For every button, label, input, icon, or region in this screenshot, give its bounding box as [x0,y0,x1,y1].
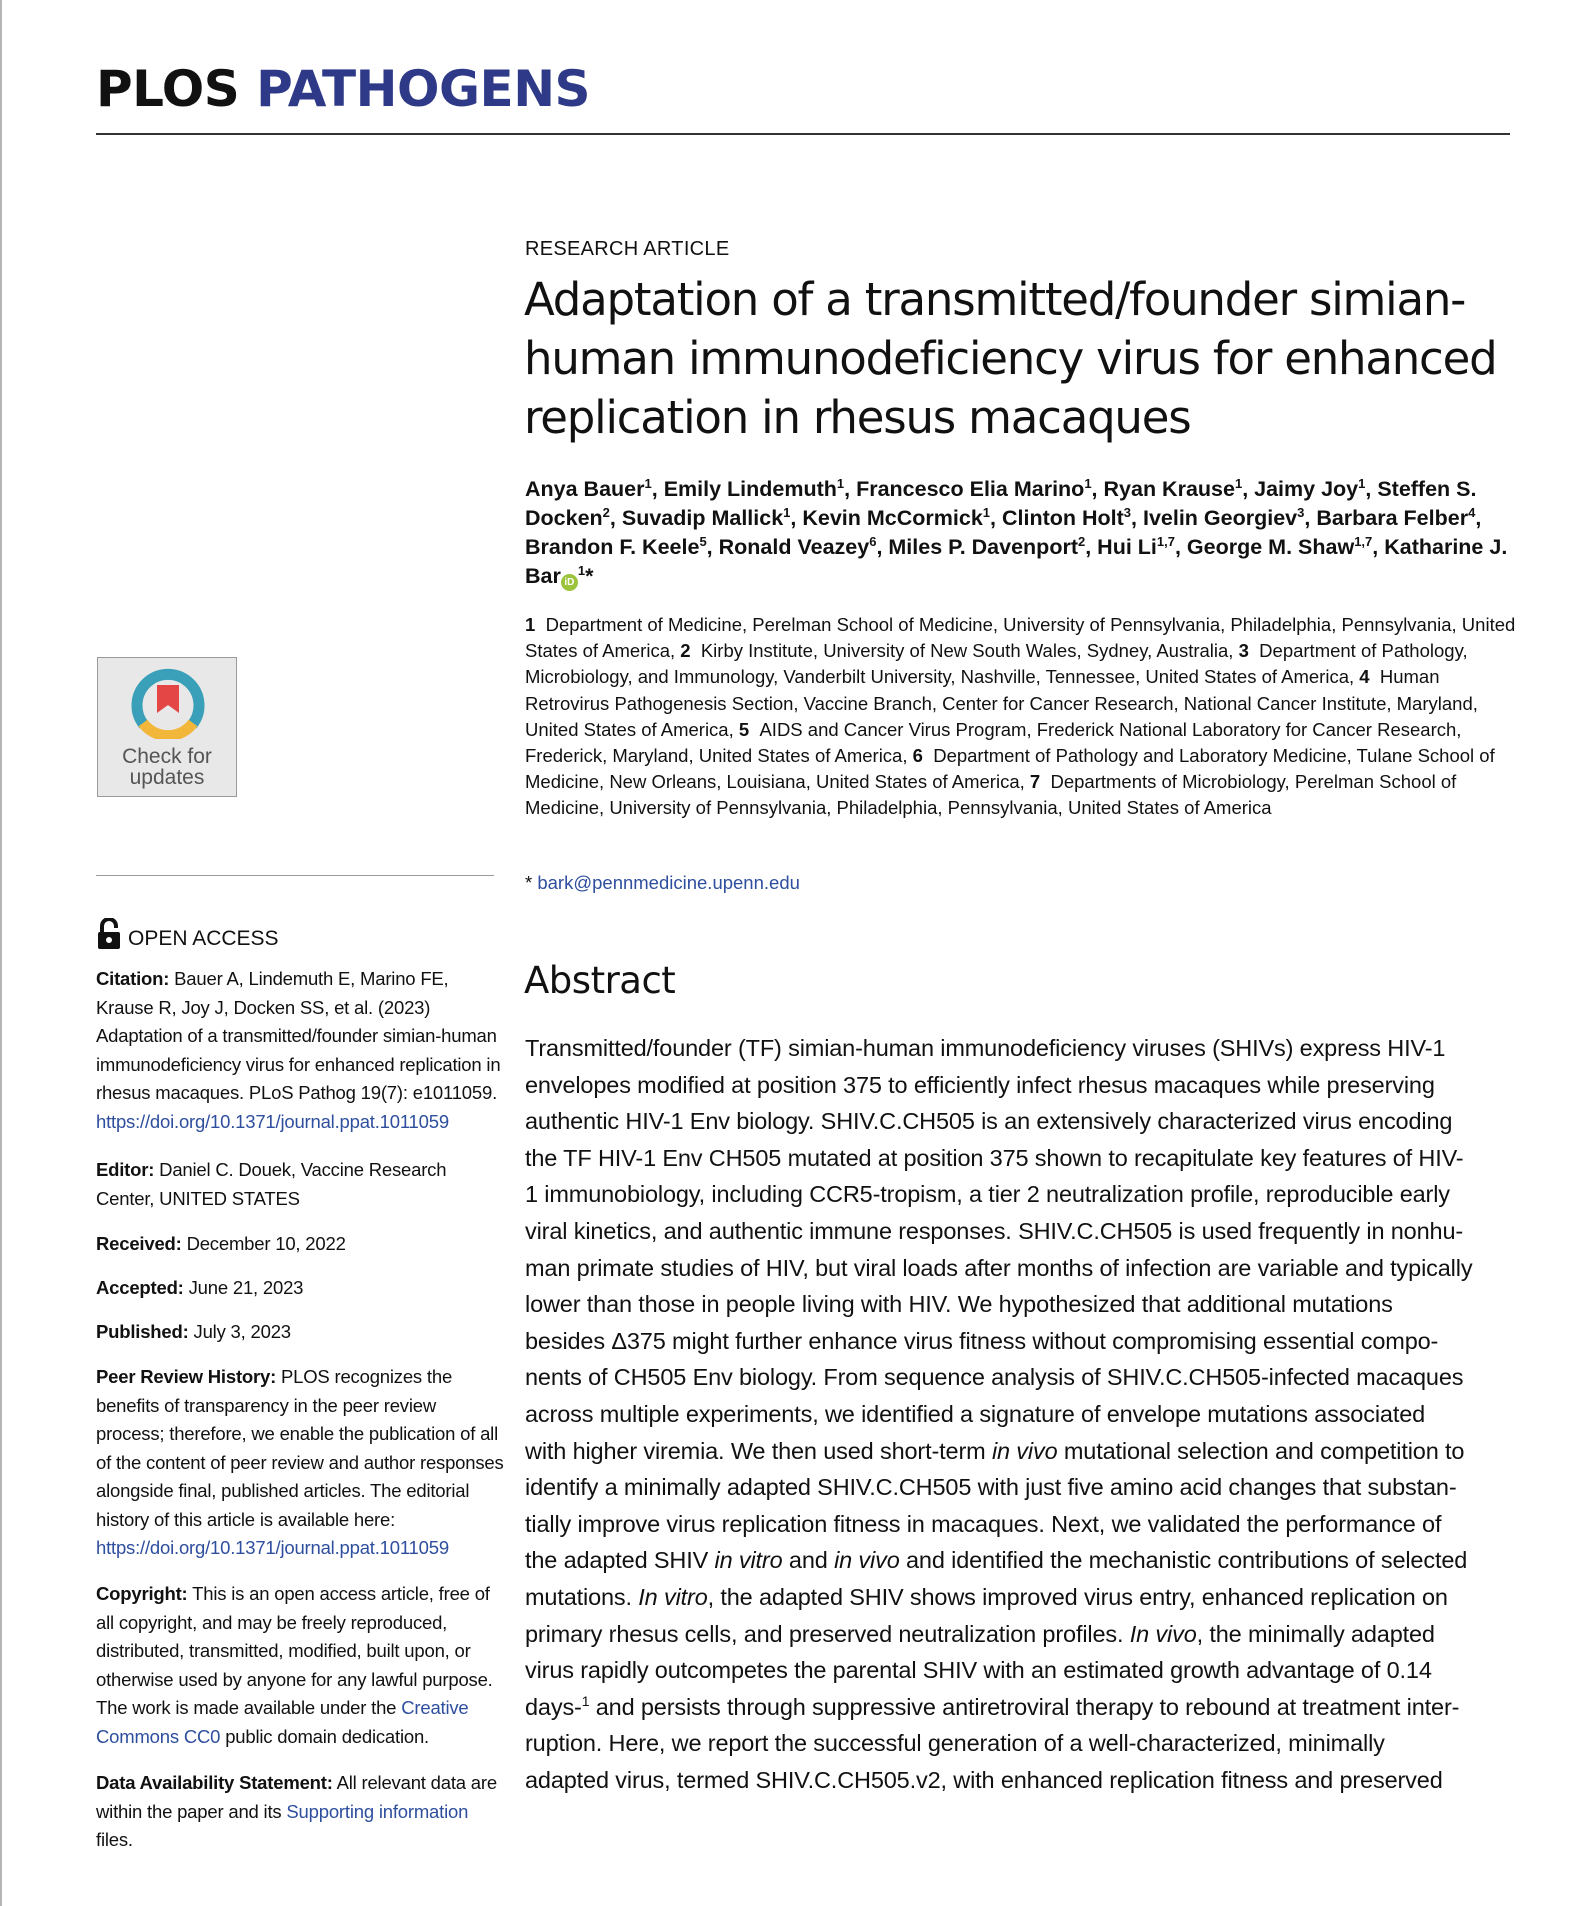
author-name: Ivelin Georgiev [1142,506,1298,530]
corresponding-email [525,872,800,894]
data-availability-label: Data Availability Statement: [96,1772,333,1793]
received-block [96,1230,504,1259]
published-label: Published: [96,1321,189,1342]
copyright-tail: public domain dedication. [225,1725,429,1747]
data-availability-block [96,1769,504,1855]
author-name: Miles P. Davenport [888,535,1078,559]
corresponding-marker: * [585,564,594,588]
abstract-line: nents of CH505 Env biology. From sequence analysis of SHIV.C.CH505-infected macaques [525,1364,1464,1391]
author-affiliation-number: 1 [783,504,791,520]
abstract-line: man primate studies of HIV, but viral loads after months of infection are variable and typically [525,1254,1473,1281]
abstract-line: identify a minimally adapted SHIV.C.CH505 with just five amino acid changes that substan- [525,1474,1457,1501]
affiliation-text: AIDS and Cancer Virus Program, Frederick National Laboratory for Cancer Research, Frederick, Maryland, United States of America, [525,718,1462,767]
abstract-line: 1 immunobiology, including CCR5-tropism, a tier 2 neutralization profile, reproducible early [525,1181,1450,1208]
author-affiliation-number: 1,7 [1156,533,1175,549]
abstract-line: adapted virus, termed SHIV.C.CH505.v2, with enhanced replication fitness and preserved [525,1766,1443,1793]
author-name: George M. Shaw [1186,535,1355,559]
author-name: Brandon F. Keele [525,535,700,559]
page-left-edge [0,0,2,1906]
abstract-line: tially improve virus replication fitness in macaques. Next, we validated the performance of [525,1510,1442,1537]
author-name: Jaimy Joy [1254,477,1359,501]
author-affiliation-number: 1 [577,562,586,578]
check-for-updates-badge[interactable] [97,657,237,797]
author-list: Anya Bauer$^1$, Emily Lindemuth$^1$, Francesco Elia Marino$^1$, Ryan Krause$^1$, Jaimy Joy$^1$, Steffen S. Docken$^2$, Suvadip Mallick$^1$, Kevin McCormick$^1$, Clinton Holt$^3$, Ivelin Georgiev$^3$, Barbara Felber$^4$, Brandon F. Keele$^5$, Ronald Veazey$^6$, Miles P. Davenport$^2$, Hui Li$^{1,7}$, George M. Shaw$^{1,7}$, Katharine J. Bar $iD^1*$ [525,475,1525,591]
author-affiliation-number: 5 [699,533,707,549]
published-block [96,1318,504,1347]
abstract-line: viral kinetics, and authentic immune responses. SHIV.C.CH505 is used frequently in nonhu- [525,1217,1464,1244]
author-affiliation-number: 3 [1297,504,1305,520]
editor-text: Daniel C. Douek, Vaccine Research Center, UNITED STATES [96,1159,447,1209]
email-marker: * [525,872,533,893]
data-availability-tail: files. [96,1829,133,1850]
affiliation-text: Department of Medicine, Perelman School of Medicine, University of Pennsylvania, Philadelphia, Pennsylvania, United States of America, [525,614,1516,662]
editor-block [96,1156,504,1213]
citation-block [96,965,504,1136]
abstract-line: mutations. In vitro, the adapted SHIV shows improved virus entry, enhanced replication on [525,1583,1448,1610]
author-name: Hui Li [1097,535,1157,559]
affiliation-text: Kirby Institute, University of New South Wales, Sydney, Australia, [700,640,1234,662]
affiliation-number: 2 [680,640,691,662]
abstract-heading: Abstract [524,959,676,1002]
peer-review-label: Peer Review History: [96,1366,277,1387]
copyright-block [96,1580,504,1751]
journal-name-plos: PLOS [96,60,240,118]
author-affiliation-number: 2 [1077,533,1086,549]
abstract-line: authentic HIV-1 Env biology. SHIV.C.CH505 is an extensively characterized virus encoding [525,1108,1453,1135]
abstract-line: the adapted SHIV in vitro and in vivo and identified the mechanistic contributions of selected [525,1547,1468,1574]
editor-label: Editor: [96,1159,155,1180]
accepted-label: Accepted: [96,1277,184,1298]
copyright-text: This is an open access article, free of all copyright, and may be freely reproduced, distributed, transmitted, modified, built upon, or otherwise used by anyone for any lawful purpose. The work is made available under the [96,1583,493,1718]
abstract-line: besides Δ375 might further enhance virus fitness without compromising essential compo- [525,1327,1439,1354]
author-name: Katharine J. Bar [525,535,1508,588]
abstract-line: the TF HIV-1 Env CH505 mutated at position 375 shown to recapitulate key features of HIV- [525,1144,1464,1171]
affiliation-list [525,612,1525,822]
affiliation-number: 3 [1238,640,1249,662]
author-name: Ronald Veazey [718,535,870,559]
affiliation-number: 1 [525,614,536,635]
author-name: Emily Lindemuth [663,477,837,501]
author-affiliation-number: 3 [1123,504,1132,520]
affiliation-number: 7 [1029,771,1041,793]
accepted-date: June 21, 2023 [188,1277,304,1298]
author-affiliation-number: 4 [1468,504,1476,520]
copyright-label: Copyright: [96,1583,188,1604]
author-name: Kevin McCormick [802,506,983,530]
abstract-body [525,1030,1525,1798]
author-affiliation-number: 1 [982,504,991,520]
abstract-line: days-$^1$ and persists through suppressive antiretroviral therapy to rebound at treatment inter- [525,1692,1460,1720]
author-name: Clinton Holt [1001,506,1124,530]
orcid-icon[interactable]: iD [561,574,578,591]
author-affiliation-number: 1 [1084,475,1092,491]
author-name: Suvadip Mallick [621,506,784,530]
citation-doi-link[interactable]: https://doi.org/10.1371/journal.ppat.1011059 [96,1110,449,1132]
affiliation-text: Departments of Microbiology, Perelman School of Medicine, University of Pennsylvania, Philadelphia, Pennsylvania, United States of America [525,771,1457,819]
supporting-information-link[interactable]: Supporting information [286,1800,469,1822]
crossmark-icon [131,665,205,739]
creative-commons-link[interactable]: Creative Commons CC0 [96,1697,469,1747]
abstract-line: primary rhesus cells, and preserved neutralization profiles. In vivo, the minimally adapted [525,1620,1435,1647]
abstract-line: with higher viremia. We then used short-term in vivo mutational selection and competition to [525,1437,1465,1464]
author-name: Steffen S. Docken [525,477,1477,530]
abstract-line: Transmitted/founder (TF) simian-human immunodeficiency viruses (SHIVs) express HIV-1 [525,1035,1446,1061]
author-affiliation-number: 6 [869,533,877,549]
affiliation-number: 4 [1359,666,1370,688]
header-divider [96,133,1510,135]
journal-logo[interactable] [96,60,591,118]
sidebar-divider [96,875,494,876]
abstract-line: lower than those in people living with HIV. We hypothesized that additional mutations [525,1291,1393,1318]
peer-review-doi-link[interactable]: https://doi.org/10.1371/journal.ppat.1011059 [96,1537,449,1558]
received-date: December 10, 2022 [186,1233,346,1254]
citation-text: Bauer A, Lindemuth E, Marino FE, Krause R, Joy J, Docken SS, et al. (2023) Adaptation of a transmitted/founder simian-human immunodeficiency virus for enhanced replication in rhesus macaques. PLoS Pathog 19(7): e1011059. [96,968,501,1103]
affiliation-number: 5 [738,718,750,740]
affiliation-number: 6 [912,745,923,767]
author-name: Barbara Felber [1316,506,1469,530]
affiliation-text: Department of Pathology, Microbiology, and Immunology, Vanderbilt University, Nashville, Tennessee, United States of America, [525,640,1468,688]
author-affiliation-number: 1 [1358,475,1366,491]
article-type: RESEARCH ARTICLE [525,238,730,260]
author-name: Francesco Elia Marino [856,477,1085,501]
author-affiliation-number: 1 [1234,475,1243,491]
author-affiliation-number: 2 [602,504,610,520]
published-date: July 3, 2023 [193,1321,291,1342]
email-link[interactable]: bark@pennmedicine.upenn.edu [537,872,800,893]
data-availability-text: All relevant data are within the paper and its [96,1772,497,1822]
affiliation-text: Department of Pathology and Laboratory Medicine, Tulane School of Medicine, New Orleans, Louisiana, United States of America, [525,745,1495,793]
author-name: Ryan Krause [1103,477,1235,501]
journal-name-pathogens: PATHOGENS [256,60,591,118]
author-affiliation-number: 1 [836,475,845,491]
article-title: Adaptation of a transmitted/founder simian-human immunodeficiency virus for enhanced replication in rhesus macaques [524,273,1497,444]
peer-review-block [96,1363,504,1563]
citation-label: Citation: [96,968,170,989]
open-lock-icon [96,918,122,950]
abstract-line: across multiple experiments, we identified a signature of envelope mutations associated [525,1400,1426,1427]
abstract-line: envelopes modified at position 375 to efficiently infect rhesus macaques while preserving [525,1071,1435,1098]
affiliation-text: Human Retrovirus Pathogenesis Section, Vaccine Branch, Center for Cancer Research, National Cancer Institute, Maryland, United States of America, [525,666,1478,740]
author-affiliation-number: 1 [644,475,652,491]
author-name: Anya Bauer [525,477,645,501]
abstract-line: ruption. Here, we report the successful generation of a well-characterized, minimally [525,1730,1385,1757]
received-label: Received: [96,1233,182,1254]
peer-review-text: PLOS recognizes the benefits of transparency in the peer review process; therefore, we enable the publication of all of the content of peer review and author responses alongside final, published articles. The editorial history of this article is available here: [96,1366,504,1530]
abstract-line: virus rapidly outcompetes the parental SHIV with an estimated growth advantage of 0.14 [525,1657,1432,1684]
author-affiliation-number: 1,7 [1354,533,1373,549]
accepted-block [96,1274,504,1303]
check-for-updates-label: Check for updates [122,745,212,789]
